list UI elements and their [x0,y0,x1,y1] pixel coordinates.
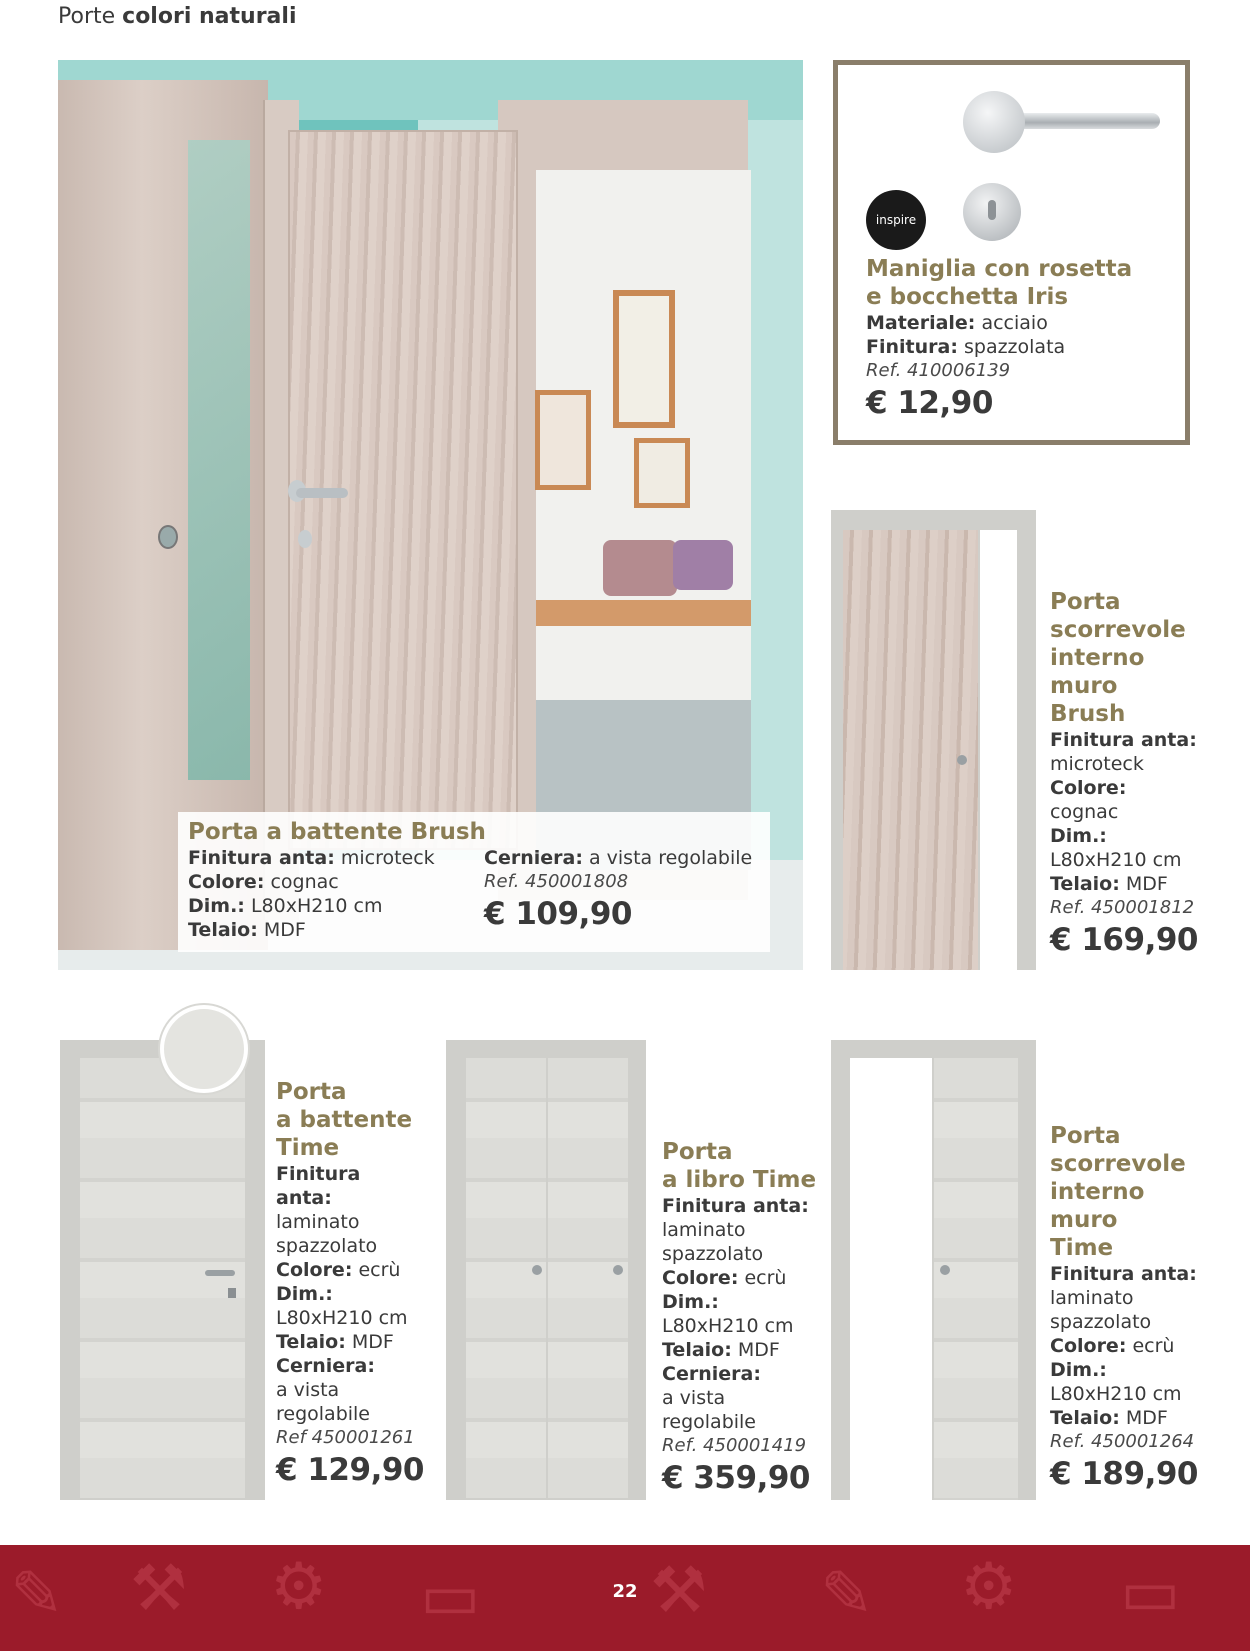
product-name: scorrevole [1050,1151,1186,1177]
spec-label: Dim.: [1050,825,1107,847]
spec-value: regolabile [276,1403,370,1425]
handle-rosette-icon [963,91,1025,153]
product-name: Porta [1050,589,1121,615]
product-price: € 359,90 [662,1460,810,1496]
battente-time-info [276,1078,436,1490]
hero-room-photo [58,60,803,970]
product-ref: Ref 450001261 [276,1427,415,1448]
wall-opening [980,530,1017,970]
spec-label: Dim.: [276,1283,333,1305]
spec-label: Finitura anta: [1050,729,1197,751]
spec-label: Colore: [188,871,265,893]
product-name: Porta [1050,1123,1121,1149]
door-knob-icon [957,755,967,765]
wall-picture [535,390,591,490]
hero-product-caption [178,812,770,952]
footer-band [0,1545,1250,1651]
door-knob-icon [613,1265,623,1275]
paint-brush-icon: ✎ [820,1558,874,1632]
spec-value: a vista [276,1379,340,1401]
spec-value: MDF [263,919,306,941]
product-ref: Ref. 450001419 [662,1435,807,1456]
spec-label: Colore: [1050,1335,1127,1357]
door-knob-icon [940,1265,950,1275]
spec-value: spazzolato [662,1243,764,1265]
spec-value: laminato [276,1211,360,1233]
spec-label: Telaio: [188,919,258,941]
header-prefix: Porte [58,4,116,29]
paint-roller-icon: ▭ [420,1560,481,1634]
spec-value: spazzolato [1050,1311,1152,1333]
spec-value: ecrù [358,1259,401,1281]
spec-label: Finitura anta: [188,847,335,869]
product-name: scorrevole [1050,617,1186,643]
product-name: Brush [1050,701,1126,727]
spec-label: Finitura: [866,336,958,358]
faucet-icon: ⚙ [960,1550,1018,1624]
spec-label: Cerniera: [484,847,583,869]
product-name: Time [1050,1235,1114,1261]
spec-label: Dim.: [662,1291,719,1313]
battente-time-door [80,1058,245,1498]
paint-brush-icon: ⚒ [130,1552,188,1626]
spec-label: Finitura anta: [662,1195,809,1217]
spec-label: Telaio: [276,1331,346,1353]
spec-value: L80xH210 cm [276,1307,408,1329]
spec-label: Dim.: [1050,1359,1107,1381]
spec-label: Finitura [276,1163,361,1185]
spec-label: Telaio: [662,1339,732,1361]
product-name: muro [1050,1207,1118,1233]
spec-label: anta: [276,1187,332,1209]
product-price: € 169,90 [1050,922,1198,958]
sliding-time-door [934,1058,1018,1500]
spec-value: ecrù [1132,1335,1175,1357]
door-knob-icon [532,1265,542,1275]
product-name: Porta a battente Brush [188,819,486,845]
spec-value: a vista regolabile [588,847,753,869]
product-ref: Ref. 410006139 [866,360,1011,381]
spec-label: Telaio: [1050,873,1120,895]
spec-value: laminato [1050,1287,1134,1309]
product-name: a libro Time [662,1167,817,1193]
spec-value: regolabile [662,1411,756,1433]
spec-label: Telaio: [1050,1407,1120,1429]
glass-tiles [188,140,250,780]
spec-value: cognac [1050,801,1119,823]
product-name: Time [276,1135,340,1161]
spec-value: L80xH210 cm [1050,1383,1182,1405]
product-name: interno [1050,645,1145,671]
product-ref: Ref. 450001808 [484,871,629,892]
sliding-brush-info [1050,588,1220,960]
door-handle-icon [296,488,348,498]
spec-value: MDF [351,1331,394,1353]
keyhole-icon [228,1288,236,1298]
spec-value: microteck [1050,753,1144,775]
product-price: € 129,90 [276,1452,424,1488]
spec-value: spazzolata [963,336,1066,358]
spec-label: Cerniera: [662,1363,761,1385]
spec-value: spazzolato [276,1235,378,1257]
wall-picture [613,290,675,428]
product-name: e bocchetta Iris [866,284,1069,310]
product-name: Maniglia con rosetta [866,256,1133,282]
faucet-icon: ⚙ [270,1550,328,1624]
product-name: muro [1050,673,1118,699]
spec-label: Cerniera: [276,1355,375,1377]
spec-value: MDF [1125,1407,1168,1429]
product-price: € 109,90 [484,896,632,932]
spec-value: L80xH210 cm [250,895,383,917]
wall-opening [850,1058,932,1500]
wall-picture [634,438,690,508]
spec-label: Materiale: [866,312,976,334]
spec-value: laminato [662,1219,746,1241]
spec-label: Colore: [1050,777,1127,799]
product-price: € 189,90 [1050,1456,1198,1492]
spec-value: ecrù [744,1267,787,1289]
spec-label: Finitura anta: [1050,1263,1197,1285]
spec-value: L80xH210 cm [662,1315,794,1337]
libro-time-door-right [548,1058,628,1498]
spec-label: Colore: [276,1259,353,1281]
libro-time-door-left [466,1058,546,1498]
paint-roller-icon: ▭ [1120,1556,1181,1630]
spec-value: MDF [1125,873,1168,895]
handle-product-box [833,60,1190,445]
cushion [673,540,733,590]
keyhole-icon [298,530,312,548]
spec-value: a vista [662,1387,726,1409]
product-name: a battente [276,1107,413,1133]
page-number: 22 [612,1581,638,1602]
sliding-brush-door [843,530,978,970]
spec-value: L80xH210 cm [1050,849,1182,871]
inspire-brand-badge: inspire [866,190,926,250]
hammer-icon: ⚒ [650,1554,708,1628]
product-ref: Ref. 450001264 [1050,1431,1195,1452]
spec-label: Dim.: [188,895,245,917]
spec-label: Colore: [662,1267,739,1289]
header-title: colori naturali [122,4,297,29]
left-door-lock-icon [158,525,178,549]
product-name: Porta [662,1139,733,1165]
sliding-time-info [1050,1122,1220,1494]
paint-brush-icon: ✎ [10,1558,64,1632]
product-ref: Ref. 450001812 [1050,897,1195,918]
spec-value: MDF [737,1339,780,1361]
product-name: Porta [276,1079,347,1105]
spec-value: acciaio [981,312,1048,334]
cushion [603,540,677,596]
product-price: € 12,90 [866,385,993,421]
door-handle-icon [205,1270,235,1276]
spec-value: microteck [340,847,435,869]
wooden-bench [536,600,751,626]
color-swatch-ecru [160,1005,248,1093]
spec-value: cognac [270,871,339,893]
product-name: interno [1050,1179,1145,1205]
page-header [58,4,296,29]
libro-time-info [662,1138,832,1498]
keyhole-icon [988,200,996,220]
